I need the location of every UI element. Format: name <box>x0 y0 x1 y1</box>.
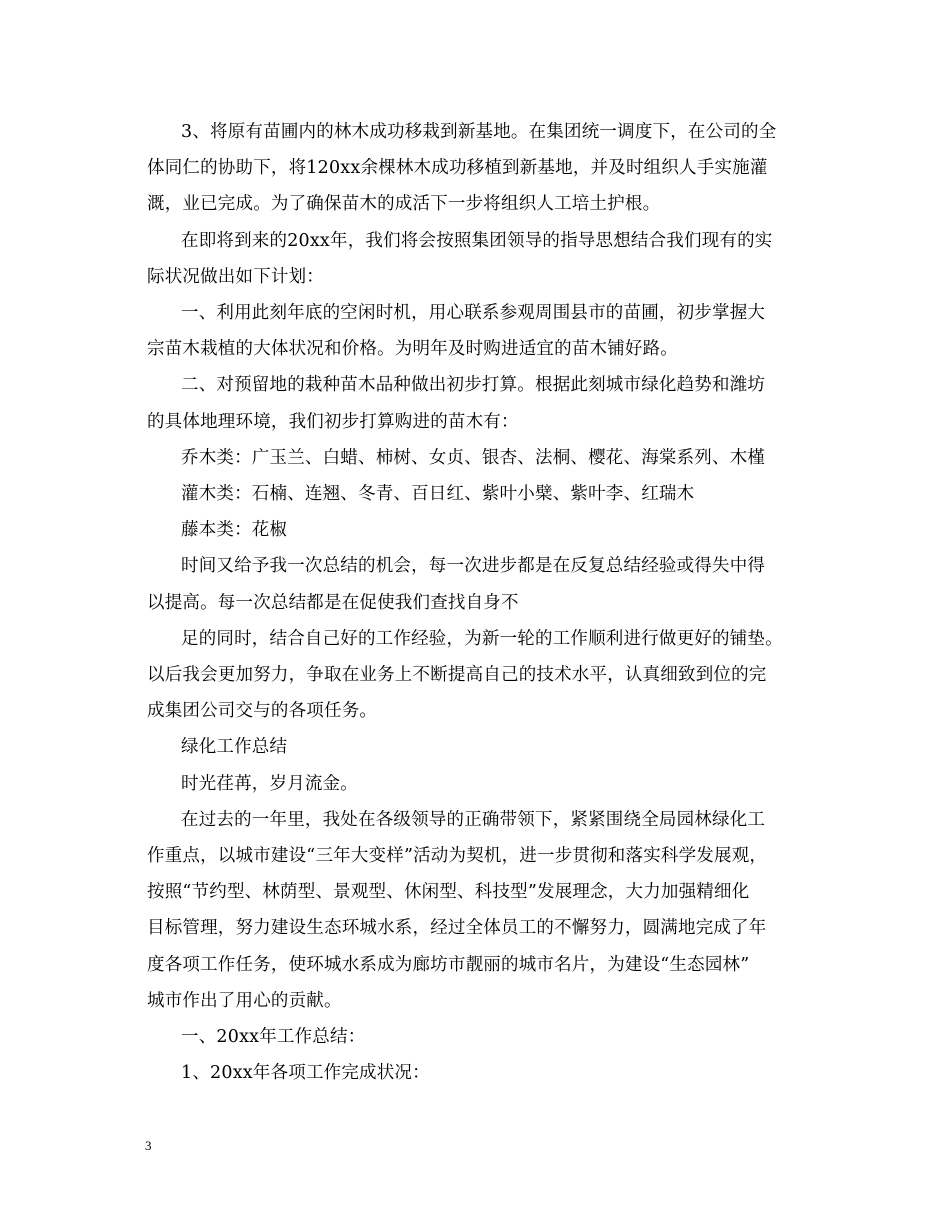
text-line: 以后我会更加努力，争取在业务上不断提高自己的技术水平，认真细致到位的完 <box>147 665 767 686</box>
text-line: 按照“节约型、林荫型、景观型、休闲型、科技型”发展理念，大力加强精细化 <box>147 882 750 903</box>
paragraph <box>147 729 807 765</box>
paragraph <box>147 766 807 802</box>
paragraph <box>147 802 807 1019</box>
text-line: 度各项工作任务，使环城水系成为廊坊市靓丽的城市名片，为建设“生态园林” <box>147 954 750 975</box>
text-line: 乔木类：广玉兰、白蜡、柿树、女贞、银杏、法桐、樱花、海棠系列、木槿 <box>181 447 766 468</box>
paragraph <box>147 548 807 620</box>
text-line: 3、将原有苗圃内的林木成功移栽到新基地。在集团统一调度下，在公司的全 <box>181 122 777 142</box>
paragraph <box>147 1055 807 1091</box>
text-line: 二、对预留地的栽种苗木品种做出初步打算。根据此刻城市绿化趋势和潍坊 <box>181 375 766 396</box>
text-line: 城市作出了用心的贡献。 <box>147 990 342 1011</box>
text-line: 足的同时，结合自己好的工作经验，为新一轮的工作顺利进行做更好的铺垫。 <box>181 628 783 649</box>
paragraph <box>147 440 807 476</box>
text-line: 一、利用此刻年底的空闲时机，用心联系参观周围县市的苗圃，初步掌握大 <box>181 303 766 324</box>
text-line: 以提高。每一次总结都是在促使我们查找自身不 <box>147 592 519 613</box>
paragraph <box>147 114 807 223</box>
paragraph <box>147 367 807 439</box>
text-line: 灌木类：石楠、连翘、冬青、百日红、紫叶小檗、紫叶李、红瑞木 <box>181 484 695 505</box>
text-line: 绿化工作总结 <box>181 737 288 758</box>
text-line: 作重点，以城市建设“三年大变样”活动为契机，进一步贯彻和落实科学发展观， <box>147 846 768 867</box>
text-line: 的具体地理环境，我们初步打算购进的苗木有： <box>147 411 519 432</box>
paragraph <box>147 621 807 730</box>
paragraph <box>147 1019 807 1055</box>
text-line: 溉，业已完成。为了确保苗木的成活下一步将组织人工培土护根。 <box>147 194 661 215</box>
text-line: 体同仁的协助下，将120xx余棵林木成功移植到新基地，并及时组织人手实施灌 <box>147 158 768 179</box>
text-line: 宗苗木栽植的大体状况和价格。为明年及时购进适宜的苗木铺好路。 <box>147 339 678 360</box>
text-line: 时间又给予我一次总结的机会，每一次进步都是在反复总结经验或得失中得 <box>181 556 766 577</box>
paragraph <box>147 223 807 295</box>
paragraph <box>147 512 807 548</box>
text-line: 在过去的一年里，我处在各级领导的正确带领下，紧紧围绕全局园林绿化工 <box>181 809 766 830</box>
text-line: 目标管理，努力建设生态环城水系，经过全体员工的不懈努力，圆满地完成了年 <box>147 918 767 939</box>
document-body <box>147 114 807 1091</box>
text-line: 成集团公司交与的各项任务。 <box>147 701 378 722</box>
text-line: 在即将到来的20xx年，我们将会按照集团领导的指导思想结合我们现有的实 <box>181 230 773 251</box>
page-number: 3 <box>145 1138 152 1153</box>
paragraph <box>147 295 807 367</box>
paragraph <box>147 476 807 512</box>
text-line: 一、20xx年工作总结： <box>181 1027 366 1048</box>
text-line: 时光荏苒，岁月流金。 <box>181 773 358 794</box>
text-line: 际状况做出如下计划： <box>147 266 324 287</box>
text-line: 藤本类：花椒 <box>181 520 288 541</box>
text-line: 1、20xx年各项工作完成状况： <box>181 1063 430 1084</box>
